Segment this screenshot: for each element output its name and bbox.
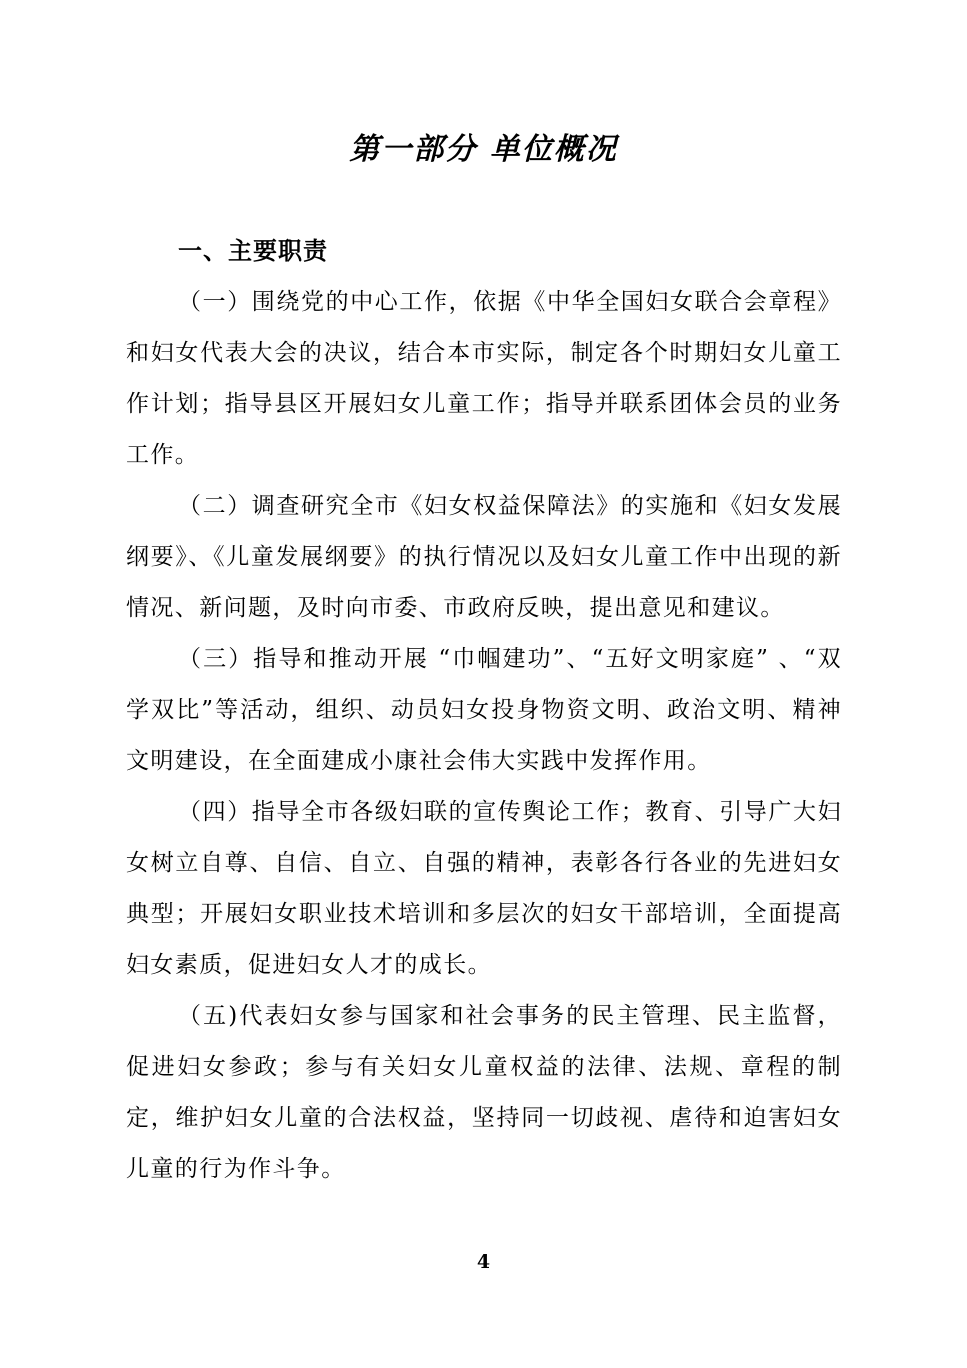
- paragraph-3: （三）指导和推动开展 “巾帼建功”、“五好文明家庭” 、“双学双比”等活动，组织、动员妇女投身物资文明、政治文明、精神文明建设，在全面建成小康社会伟大实践中发挥作用。: [126, 646, 842, 774]
- paragraph-4: （四）指导全市各级妇联的宣传舆论工作；教育、引导广大妇女树立自尊、自信、自立、自强的精神，表彰各行各业的先进妇女典型；开展妇女职业技术培训和多层次的妇女干部培训，全面提高妇女素质，促进妇女人才的成长。: [126, 799, 842, 978]
- page-number: 4: [476, 1251, 491, 1273]
- paragraph-1: （一）围绕党的中心工作，依据《中华全国妇女联合会章程》和妇女代表大会的决议，结合本市实际，制定各个时期妇女儿童工作计划；指导县区开展妇女儿童工作；指导并联系团体会员的业务工作。: [126, 289, 842, 468]
- page-title: 第一部分 单位概况: [349, 132, 618, 167]
- section-heading: 一、主要职责: [178, 237, 328, 265]
- paragraph-5: （五)代表妇女参与国家和社会事务的民主管理、民主监督，促进妇女参政；参与有关妇女儿童权益的法律、法规、章程的制定，维护妇女儿童的合法权益，坚持同一切歧视、虐待和迫害妇女儿童的行为作斗争。: [126, 1003, 842, 1182]
- document-body: [126, 226, 842, 1195]
- paragraph-2: （二）调查研究全市《妇女权益保障法》的实施和《妇女发展纲要》、《儿童发展纲要》的执行情况以及妇女儿童工作中出现的新情况、新问题，及时向市委、市政府反映，提出意见和建议。: [126, 493, 842, 621]
